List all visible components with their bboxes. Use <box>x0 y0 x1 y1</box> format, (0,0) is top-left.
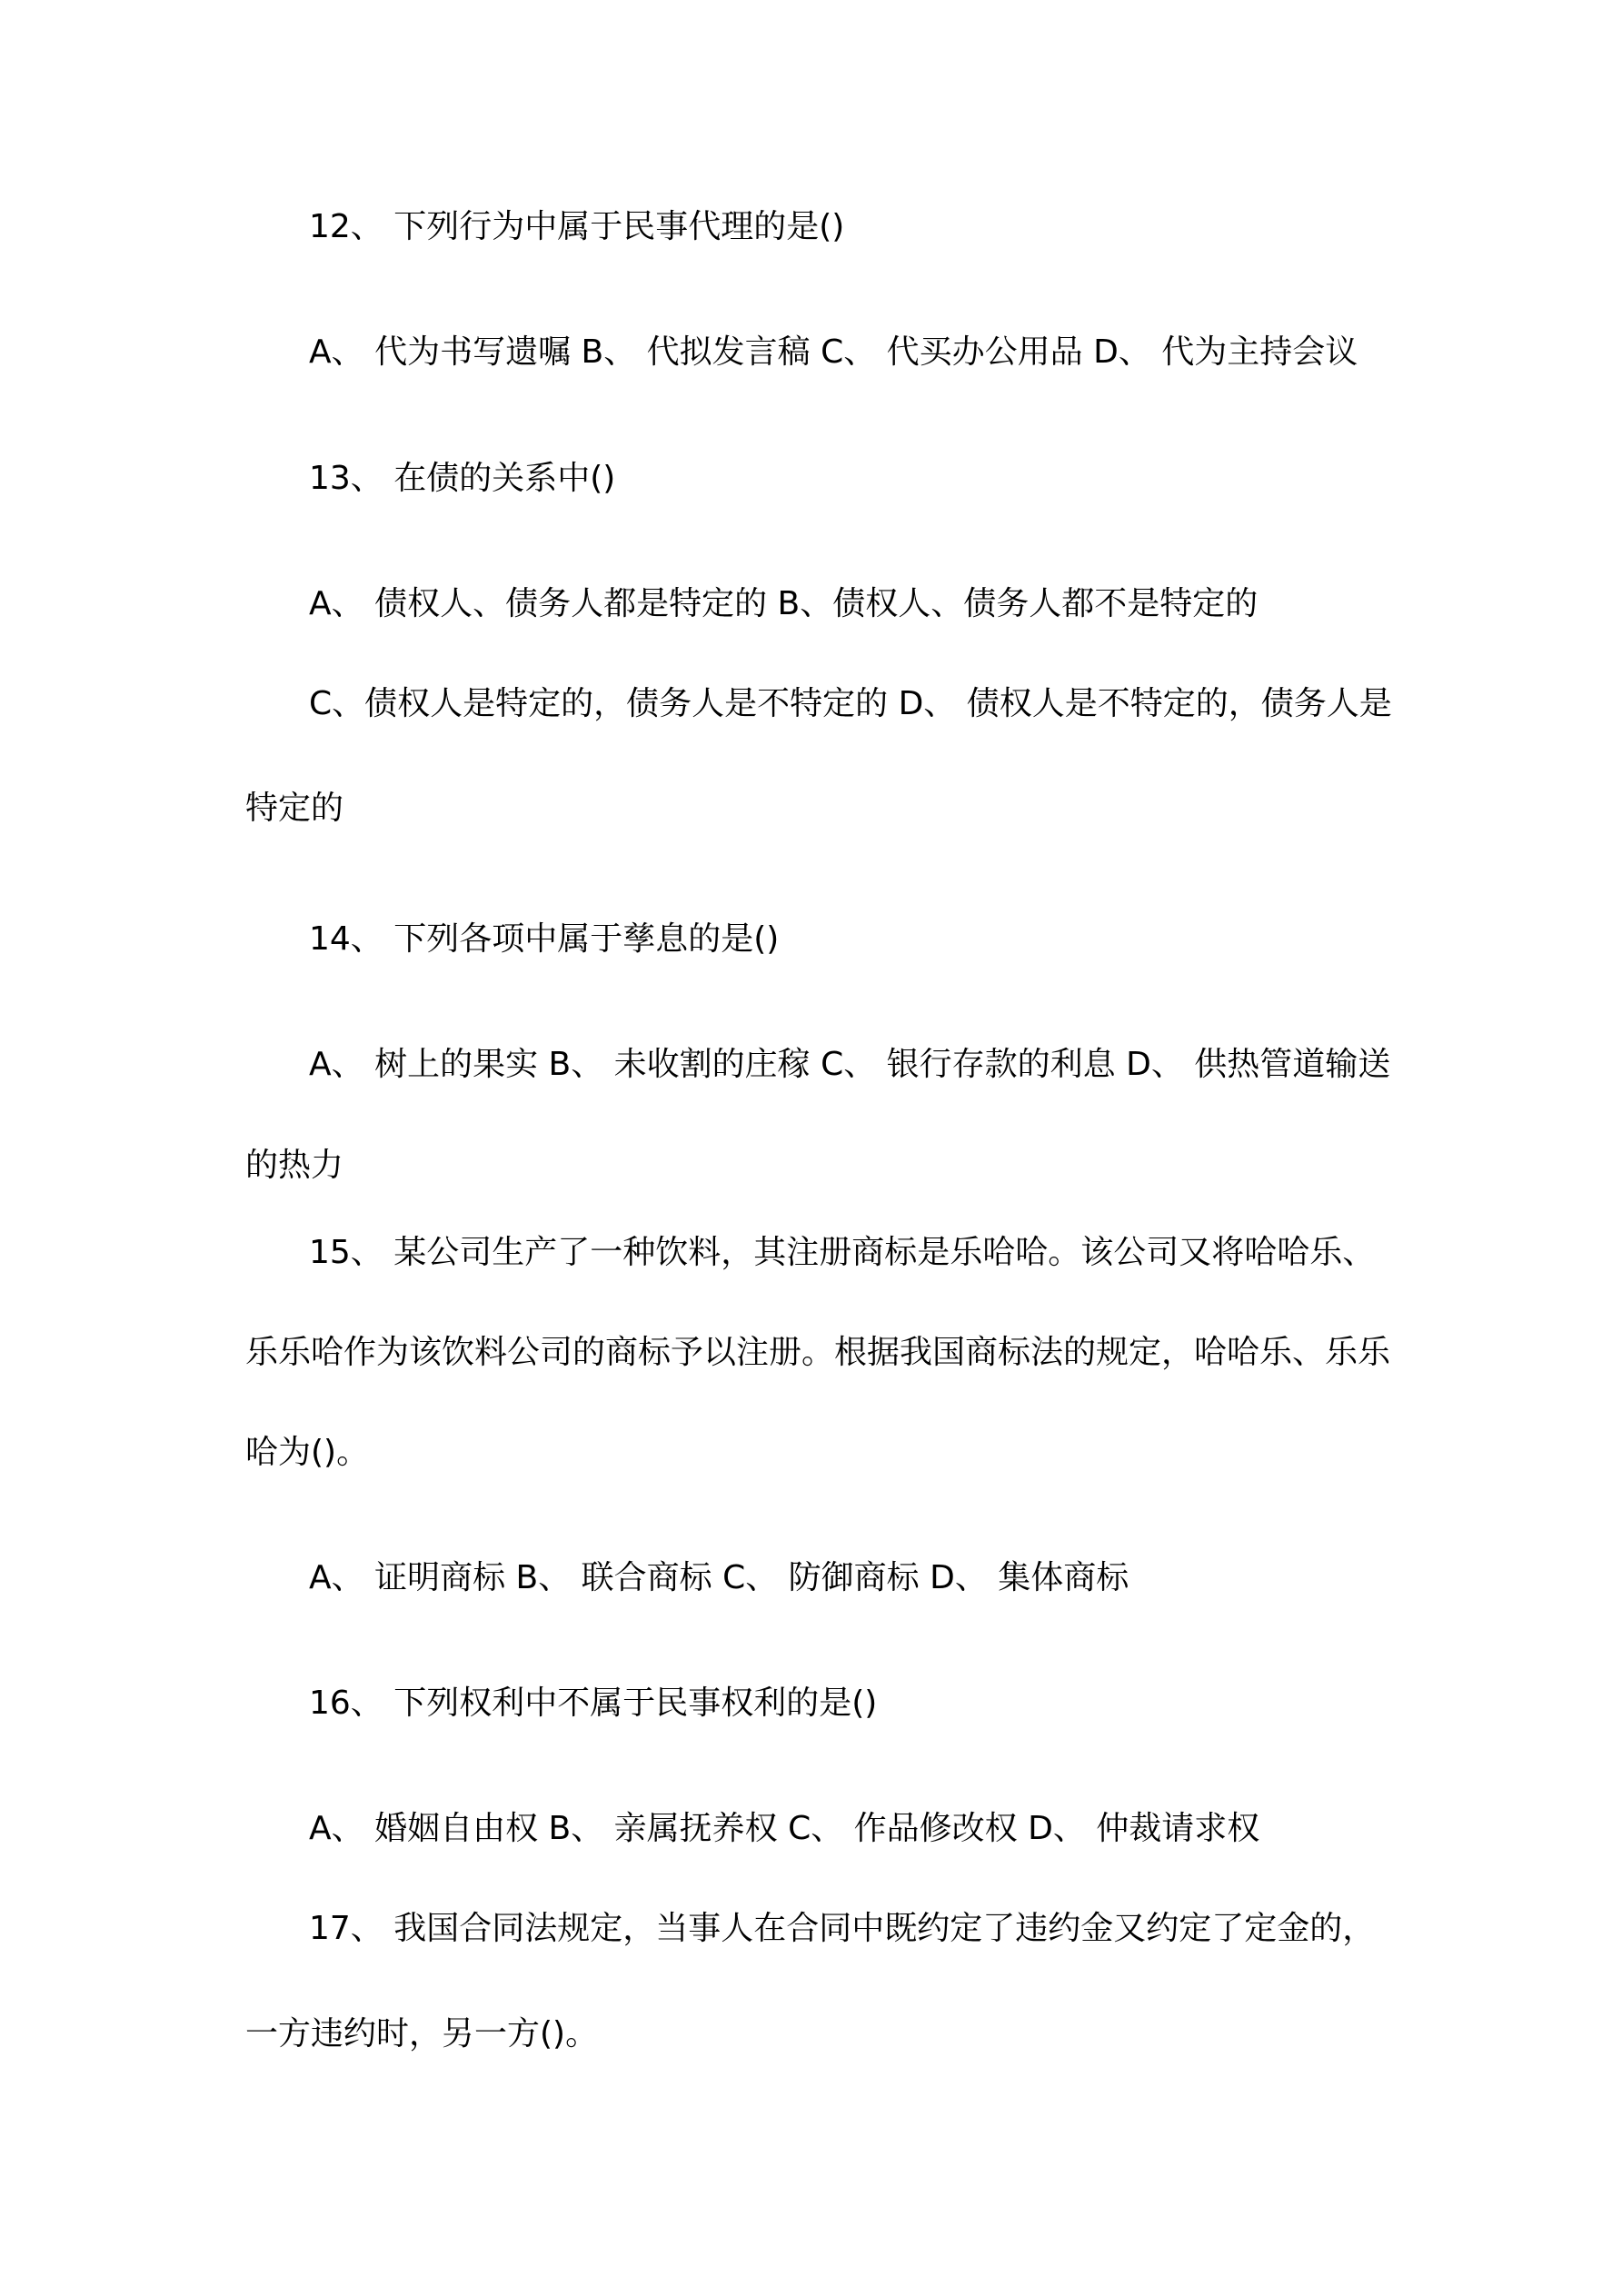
question-13-options-line-3: 特定的 <box>245 790 344 827</box>
question-13: 13、 在债的关系中() <box>309 460 616 497</box>
question-17-line-2: 一方违约时，另一方()。 <box>245 2015 599 2052</box>
question-15-line-1: 15、 某公司生产了一种饮料，其注册商标是乐哈哈。该公司又将哈哈乐、 <box>309 1234 1376 1271</box>
question-15-line-2: 乐乐哈作为该饮料公司的商标予以注册。根据我国商标法的规定，哈哈乐、乐乐 <box>245 1334 1391 1371</box>
question-12: 12、 下列行为中属于民事代理的是() <box>309 208 845 245</box>
question-15-line-3: 哈为()。 <box>245 1434 370 1471</box>
question-14: 14、 下列各项中属于孳息的是() <box>309 920 780 958</box>
question-14-options-line-2: 的热力 <box>245 1147 344 1184</box>
question-14-options-line-1: A、 树上的果实 B、 未收割的庄稼 C、 银行存款的利息 D、 供热管道输送 <box>309 1046 1391 1083</box>
question-16-options: A、 婚姻自由权 B、 亲属抚养权 C、 作品修改权 D、 仲裁请求权 <box>309 1810 1260 1847</box>
question-13-options-line-2: C、债权人是特定的，债务人是不特定的 D、 债权人是不特定的，债务人是 <box>309 685 1392 722</box>
question-15-options: A、 证明商标 B、 联合商标 C、 防御商标 D、 集体商标 <box>309 1559 1129 1596</box>
question-16: 16、 下列权利中不属于民事权利的是() <box>309 1685 878 1722</box>
question-12-options: A、 代为书写遗嘱 B、 代拟发言稿 C、 代买办公用品 D、 代为主持会议 <box>309 333 1358 371</box>
question-13-options-line-1: A、 债权人、债务人都是特定的 B、债权人、债务人都不是特定的 <box>309 585 1259 622</box>
question-17-line-1: 17、 我国合同法规定，当事人在合同中既约定了违约金又约定了定金的， <box>309 1910 1376 1947</box>
